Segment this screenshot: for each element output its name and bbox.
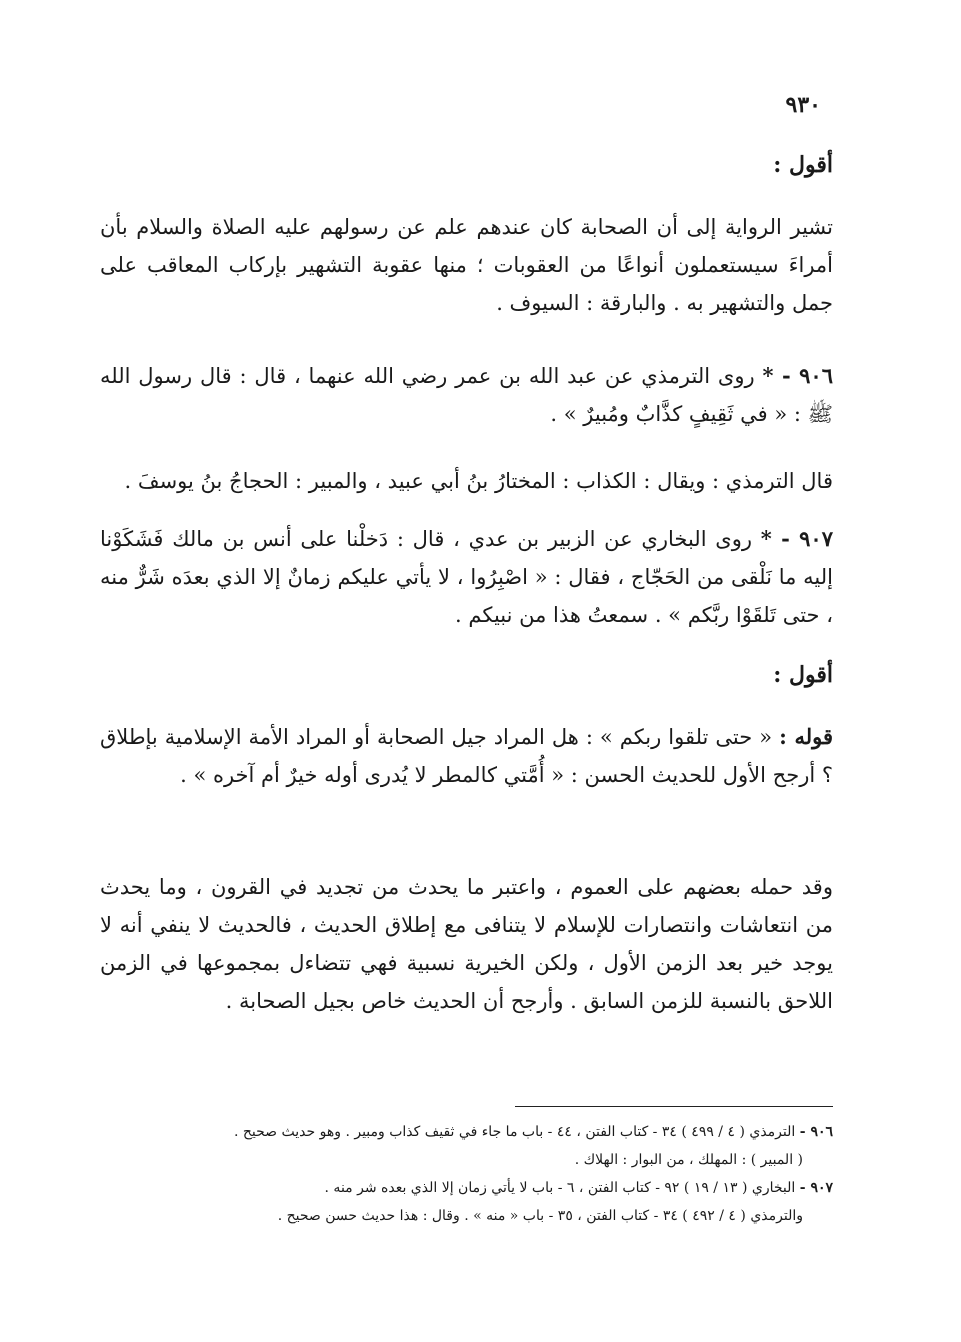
intro-text: تشير الرواية إلى أن الصحابة كان عندهم علم عن رسولهم عليه الصلاة والسلام بأن أمراءَ سيستعملون أنواعًا من العقوبات ؛ منها عقوبة التشهير بإركاب المعاقب على جمل والتشهير به . والبارقة : السيوف . — [100, 215, 833, 315]
commentary-paragraph — [100, 868, 833, 1020]
footnote — [150, 1202, 833, 1230]
qawluhu-text-line — [100, 718, 833, 794]
hadith-906-text: روى الترمذي عن عبد الله بن عمر رضي الله عنهما ، قال : قال رسول الله ﷺ : « في ثَقِيفٍ كذَّابٌ ومُبيرٌ » . — [100, 364, 833, 426]
hadith-906-paragraph — [100, 357, 833, 433]
footnote-text: ( المبير ) : المهلك ، من البوار : الهلاك . — [574, 1152, 803, 1168]
qawluhu-paragraph — [100, 718, 833, 794]
footnote — [150, 1118, 833, 1146]
hadith-907-number: ٩٠٧ - * — [760, 526, 833, 551]
hadith-907-text: روى البخاري عن الزبير بن عدي ، قال : دَخلْنا على أنس بن مالك فَشَكَوْنا إليه ما نَلْقى من الحَجّاج ، فقال : « اصْبِرُوا ، لا يأتي عليكم زمانٌ إلا الذي بعدَه شَرٌّ منه ، حتى تَلقَوْا ربَّكم » . سمعتُ هذا من نبيكم . — [100, 527, 833, 627]
footnote — [150, 1146, 833, 1174]
section-heading: أقول : — [773, 152, 833, 178]
hadith-906-note-text: قال الترمذي : ويقال : الكذاب : المختارُ بنُ أبي عبيد ، والمبير : الحجاجُ بنُ يوسفَ . — [124, 469, 833, 493]
footnote-number: ٩٠٧ - — [799, 1180, 833, 1196]
page-number: ٩٣٠ — [785, 92, 821, 118]
footnote — [150, 1174, 833, 1202]
commentary-text: وقد حمله بعضهم على العموم ، واعتبر ما يحدث من تجديد في القرون ، وما يحدث من انتعاشات وانتصارات للإسلام لا يتنافى مع إطلاق الحديث ، فالحديث لا ينفي أنه لا يوجد خير بعد الزمن الأول ، ولكن الخيرية نسبية فهي تتضاءل بمجموعها في الزمن اللاحق بالنسبة للزمن السابق . وأرجح أن الحديث خاص بجيل الصحابة . — [100, 875, 833, 1013]
footnote-text: والترمذي ( ٤ / ٤٩٢ ) ٣٤ - كتاب الفتن ، ٣٥ - باب « منه » . وقال : هذا حديث حسن صحيح . — [277, 1208, 803, 1224]
footnote-number: ٩٠٦ - — [799, 1124, 833, 1140]
hadith-906 — [100, 357, 833, 433]
qawluhu-text: « حتى تلقوا ربكم » : هل المراد جيل الصحابة أو المراد الأمة الإسلامية بإطلاق ؟ أرجح الأول للحديث الحسن : « أُمَّتي كالمطر لا يُدرى أوله خيرٌ أم آخره » . — [100, 725, 833, 787]
hadith-906-note — [100, 462, 833, 500]
section-heading: أقول : — [773, 662, 833, 688]
intro-paragraph — [100, 208, 833, 322]
hadith-907-paragraph — [100, 520, 833, 634]
footnote-text: الترمذي ( ٤ / ٤٩٩ ) ٣٤ - كتاب الفتن ، ٤٤ - باب ما جاء في ثقيف كذاب ومبير . وهو حديث صحيح . — [233, 1124, 796, 1140]
hadith-906-number: ٩٠٦ - * — [762, 363, 833, 388]
qawluhu-label: قوله : — [779, 724, 833, 749]
footnotes — [150, 1118, 833, 1230]
hadith-907 — [100, 520, 833, 634]
footnote-text: البخاري ( ١٣ / ١٩ ) ٩٢ - كتاب الفتن ، ٦ - باب لا يأتي زمان إلا الذي بعده شر منه . — [324, 1180, 796, 1196]
footnote-divider — [515, 1106, 833, 1107]
